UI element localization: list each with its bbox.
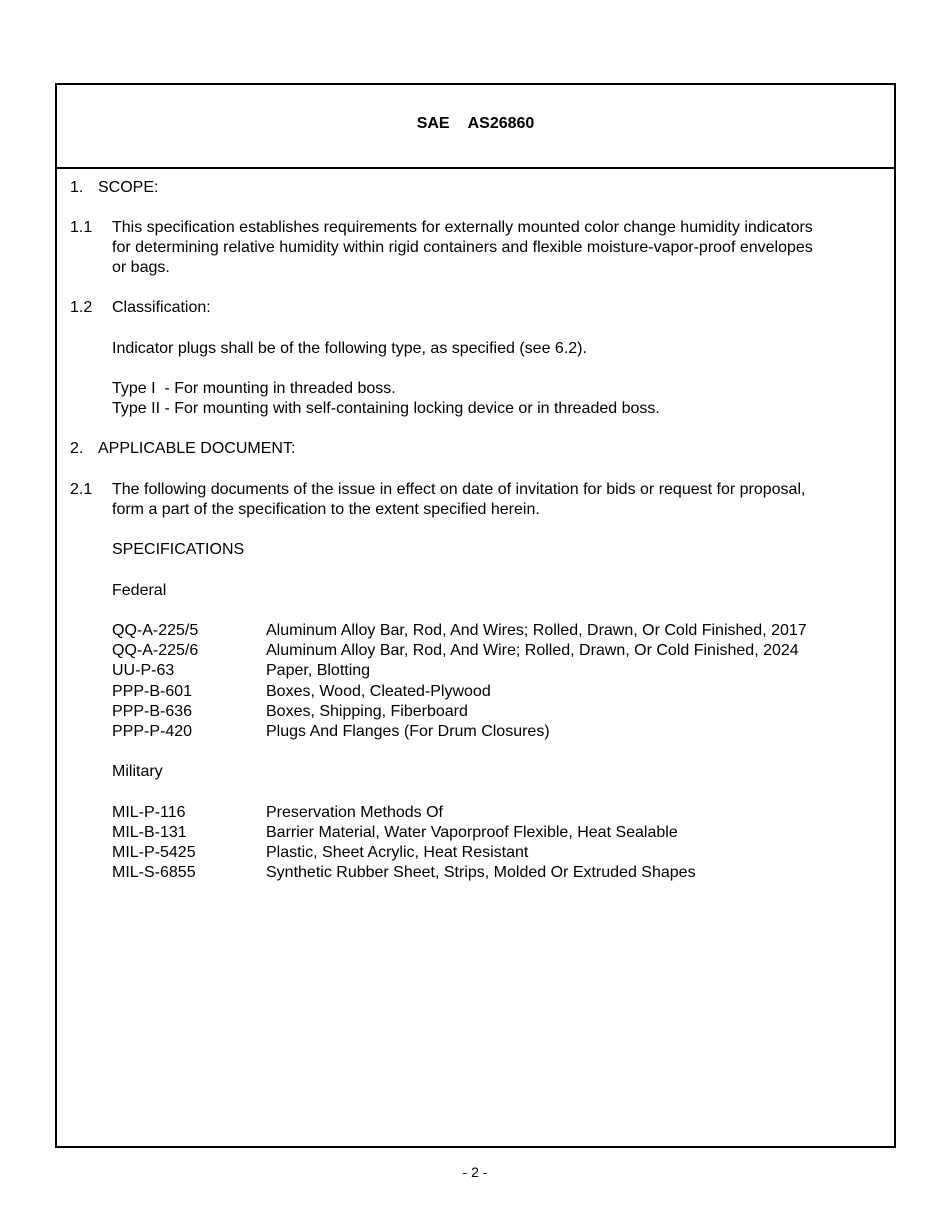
federal-spec-code: PPP-B-636 bbox=[112, 703, 193, 720]
federal-spec-title: Boxes, Wood, Cleated-Plywood bbox=[266, 683, 491, 700]
military-spec-title: Preservation Methods Of bbox=[266, 804, 443, 821]
military-heading: Military bbox=[112, 763, 163, 780]
federal-spec-code: UU-P-63 bbox=[112, 662, 175, 679]
classification-intro: Indicator plugs shall be of the following type, as specified (see 6.2). bbox=[112, 340, 587, 357]
document-identifier bbox=[57, 114, 894, 134]
section-2-1-number: 2.1 bbox=[70, 481, 93, 498]
military-spec-code: MIL-B-131 bbox=[112, 824, 187, 841]
federal-spec-title: Plugs And Flanges (For Drum Closures) bbox=[266, 723, 550, 740]
federal-spec-code: PPP-B-601 bbox=[112, 683, 193, 700]
federal-spec-title: Aluminum Alloy Bar, Rod, And Wire; Rolled, Drawn, Or Cold Finished, 2024 bbox=[266, 642, 799, 659]
federal-spec-title: Boxes, Shipping, Fiberboard bbox=[266, 703, 468, 720]
section-2-1-line-2: form a part of the specification to the extent specified herein. bbox=[112, 501, 540, 518]
military-spec-code: MIL-P-5425 bbox=[112, 844, 196, 861]
federal-spec-code: QQ-A-225/5 bbox=[112, 622, 199, 639]
section-1-1-number: 1.1 bbox=[70, 219, 93, 236]
federal-spec-title: Aluminum Alloy Bar, Rod, And Wires; Rolled, Drawn, Or Cold Finished, 2017 bbox=[266, 622, 807, 639]
section-1-number: 1. bbox=[70, 179, 84, 196]
section-2-title: APPLICABLE DOCUMENT: bbox=[98, 440, 296, 457]
section-2-1-line-1: The following documents of the issue in effect on date of invitation for bids or request for proposal, bbox=[112, 481, 806, 498]
federal-heading: Federal bbox=[112, 582, 167, 599]
type-i-line: Type I - For mounting in threaded boss. bbox=[112, 380, 396, 397]
specifications-heading: SPECIFICATIONS bbox=[112, 541, 245, 558]
military-spec-title: Plastic, Sheet Acrylic, Heat Resistant bbox=[266, 844, 529, 861]
section-1-title: SCOPE: bbox=[98, 179, 159, 196]
org-name: SAE bbox=[416, 115, 450, 132]
military-spec-title: Barrier Material, Water Vaporproof Flexible, Heat Sealable bbox=[266, 824, 678, 841]
section-1-2-title: Classification: bbox=[112, 299, 211, 316]
section-2-number: 2. bbox=[70, 440, 84, 457]
military-spec-code: MIL-P-116 bbox=[112, 804, 186, 821]
section-1-1-line-3: or bags. bbox=[112, 259, 170, 276]
section-1-1-line-1: This specification establishes requirements for externally mounted color change humidity indicators bbox=[112, 219, 813, 236]
military-spec-title: Synthetic Rubber Sheet, Strips, Molded Or Extruded Shapes bbox=[266, 864, 696, 881]
document-number: AS26860 bbox=[467, 115, 535, 132]
federal-spec-title: Paper, Blotting bbox=[266, 662, 371, 679]
page-number: - 2 - bbox=[462, 1164, 488, 1180]
section-1-1-line-2: for determining relative humidity within rigid containers and flexible moisture-vapor-proof envelopes bbox=[112, 239, 813, 256]
federal-spec-code: QQ-A-225/6 bbox=[112, 642, 199, 659]
type-ii-line: Type II - For mounting with self-containing locking device or in threaded boss. bbox=[112, 400, 660, 417]
document-header bbox=[57, 85, 894, 169]
federal-spec-code: PPP-P-420 bbox=[112, 723, 193, 740]
military-spec-code: MIL-S-6855 bbox=[112, 864, 196, 881]
section-1-2-number: 1.2 bbox=[70, 299, 93, 316]
